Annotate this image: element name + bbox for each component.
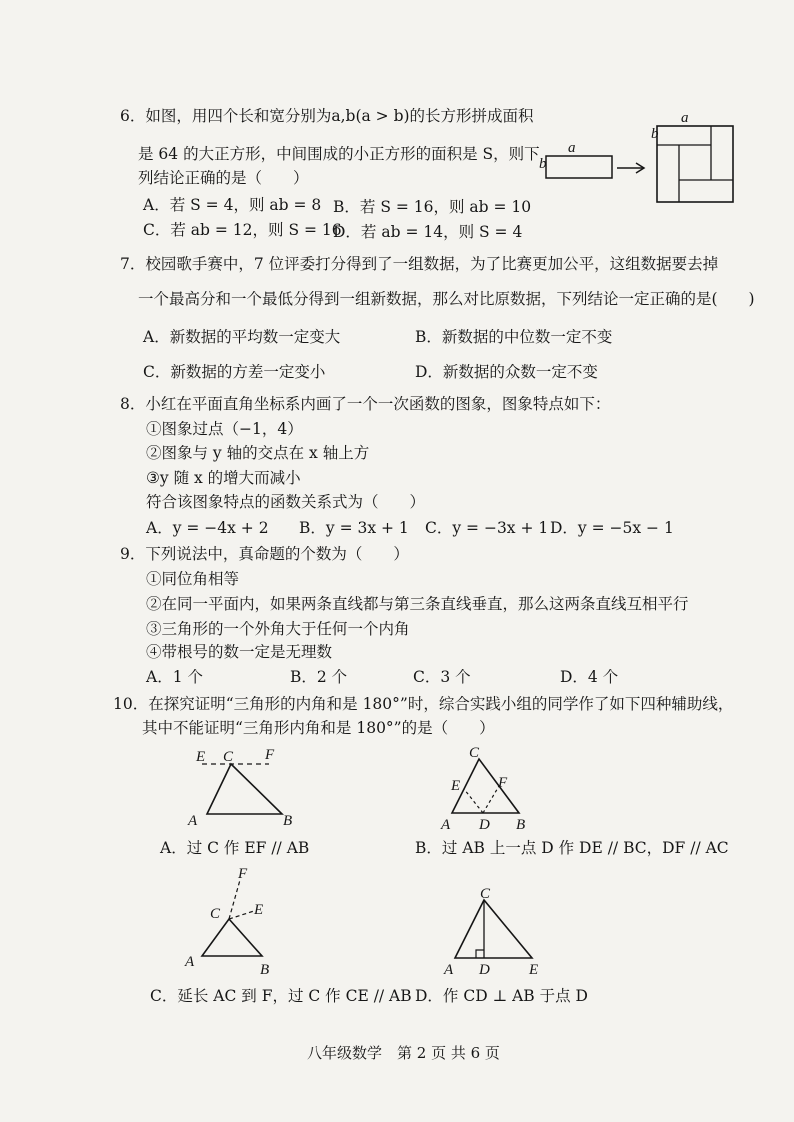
label-d: D [479,817,490,833]
q7-option-a: A．新数据的平均数一定变大 [143,328,341,346]
q8-option-a: A．y = −4x + 2 [146,519,269,537]
q6-option-a: A．若 S = 4，则 ab = 8 [143,196,322,214]
q9-item4: ④带根号的数一定是无理数 [146,643,333,661]
q8-item1: ①图象过点（−1，4） [146,420,303,438]
q6-line3: 列结论正确的是（ ） [138,169,309,187]
label-d: D [479,962,490,978]
q6-line2: 是 64 的大正方形，中间围成的小正方形的面积是 S，则下 [138,145,540,163]
label-f: F [498,775,508,791]
q10-figure-a [185,745,305,830]
label-c: C [223,749,234,765]
q7-line1: 7．校园歌手赛中，7 位评委打分得到了一组数据，为了比赛更加公平，这组数据要去掉 [120,255,719,273]
q9-option-a: A．1 个 [146,668,203,686]
q8-line1: 8．小红在平面直角坐标系内画了一个一次函数的图象，图象特点如下： [120,395,611,413]
page-footer: 八年级数学 第 2 页 共 6 页 [307,1044,500,1062]
q9-option-d: D．4 个 [560,668,619,686]
label-c: C [210,906,221,922]
q10-option-d: D．作 CD ⊥ AB 于点 D [415,987,588,1005]
q8-line5: 符合该图象特点的函数关系式为（ ） [146,493,426,511]
label-f: F [238,866,248,882]
svg-text:a: a [568,140,576,156]
q9-item1: ①同位角相等 [146,570,240,588]
label-e: E [254,902,264,918]
svg-text:b: b [651,126,659,142]
label-a: A [441,817,451,833]
label-a: A [188,813,198,829]
q8-item2: ②图象与 y 轴的交点在 x 轴上方 [146,444,370,462]
q6-option-d: D．若 ab = 14，则 S = 4 [333,223,523,241]
q6-line1: 6．如图，用四个长和宽分别为a,b(a > b)的长方形拼成面积 [120,107,534,125]
q8-option-b: B．y = 3x + 1 [299,519,409,537]
q9-option-b: B．2 个 [290,668,348,686]
label-b: B [260,962,270,978]
q6-rectangles-figure [530,108,720,213]
q10-option-c: C．延长 AC 到 F，过 C 作 CE // AB [150,987,412,1005]
label-e: E [451,778,461,794]
q9-option-c: C．3 个 [413,668,471,686]
label-e: E [196,749,206,765]
label-e: E [529,962,539,978]
q9-line1: 9．下列说法中，真命题的个数为（ ） [120,545,409,563]
q7-option-d: D．新数据的众数一定不变 [415,363,598,381]
q7-line2: 一个最高分和一个最低分得到一组新数据，那么对比原数据，下列结论一定正确的是( ) [138,290,755,308]
q10-line1: 10．在探究证明“三角形的内角和是 180°”时，综合实践小组的同学作了如下四种辅助线， [113,695,734,713]
q10-figure-b [435,745,540,835]
svg-text:b: b [539,156,547,172]
q10-figure-d [440,882,550,982]
q9-item3: ③三角形的一个外角大于任何一个内角 [146,620,410,638]
label-a: A [185,954,195,970]
q10-line2: 其中不能证明“三角形内角和是 180°”的是（ ） [142,719,495,737]
q6-option-b: B．若 S = 16，则 ab = 10 [333,198,532,216]
q10-option-b: B．过 AB 上一点 D 作 DE // BC，DF // AC [415,839,729,857]
label-b: B [283,813,293,829]
label-c: C [469,745,480,761]
q8-option-d: D．y = −5x − 1 [550,519,674,537]
q8-item3: ③y 随 x 的增大而减小 [146,469,301,487]
q10-figure-c [180,866,290,981]
q7-option-b: B．新数据的中位数一定不变 [415,328,613,346]
q8-option-c: C．y = −3x + 1 [425,519,549,537]
q7-option-c: C．新数据的方差一定变小 [143,363,326,381]
label-f: F [265,747,275,763]
q10-option-a: A．过 C 作 EF // AB [160,839,310,857]
label-b: B [516,817,526,833]
label-c: C [480,886,491,902]
label-a: A [444,962,454,978]
svg-text:a: a [681,110,689,126]
q9-item2: ②在同一平面内，如果两条直线都与第三条直线垂直，那么这两条直线互相平行 [146,595,689,613]
q6-option-c: C．若 ab = 12，则 S = 16 [143,221,342,239]
